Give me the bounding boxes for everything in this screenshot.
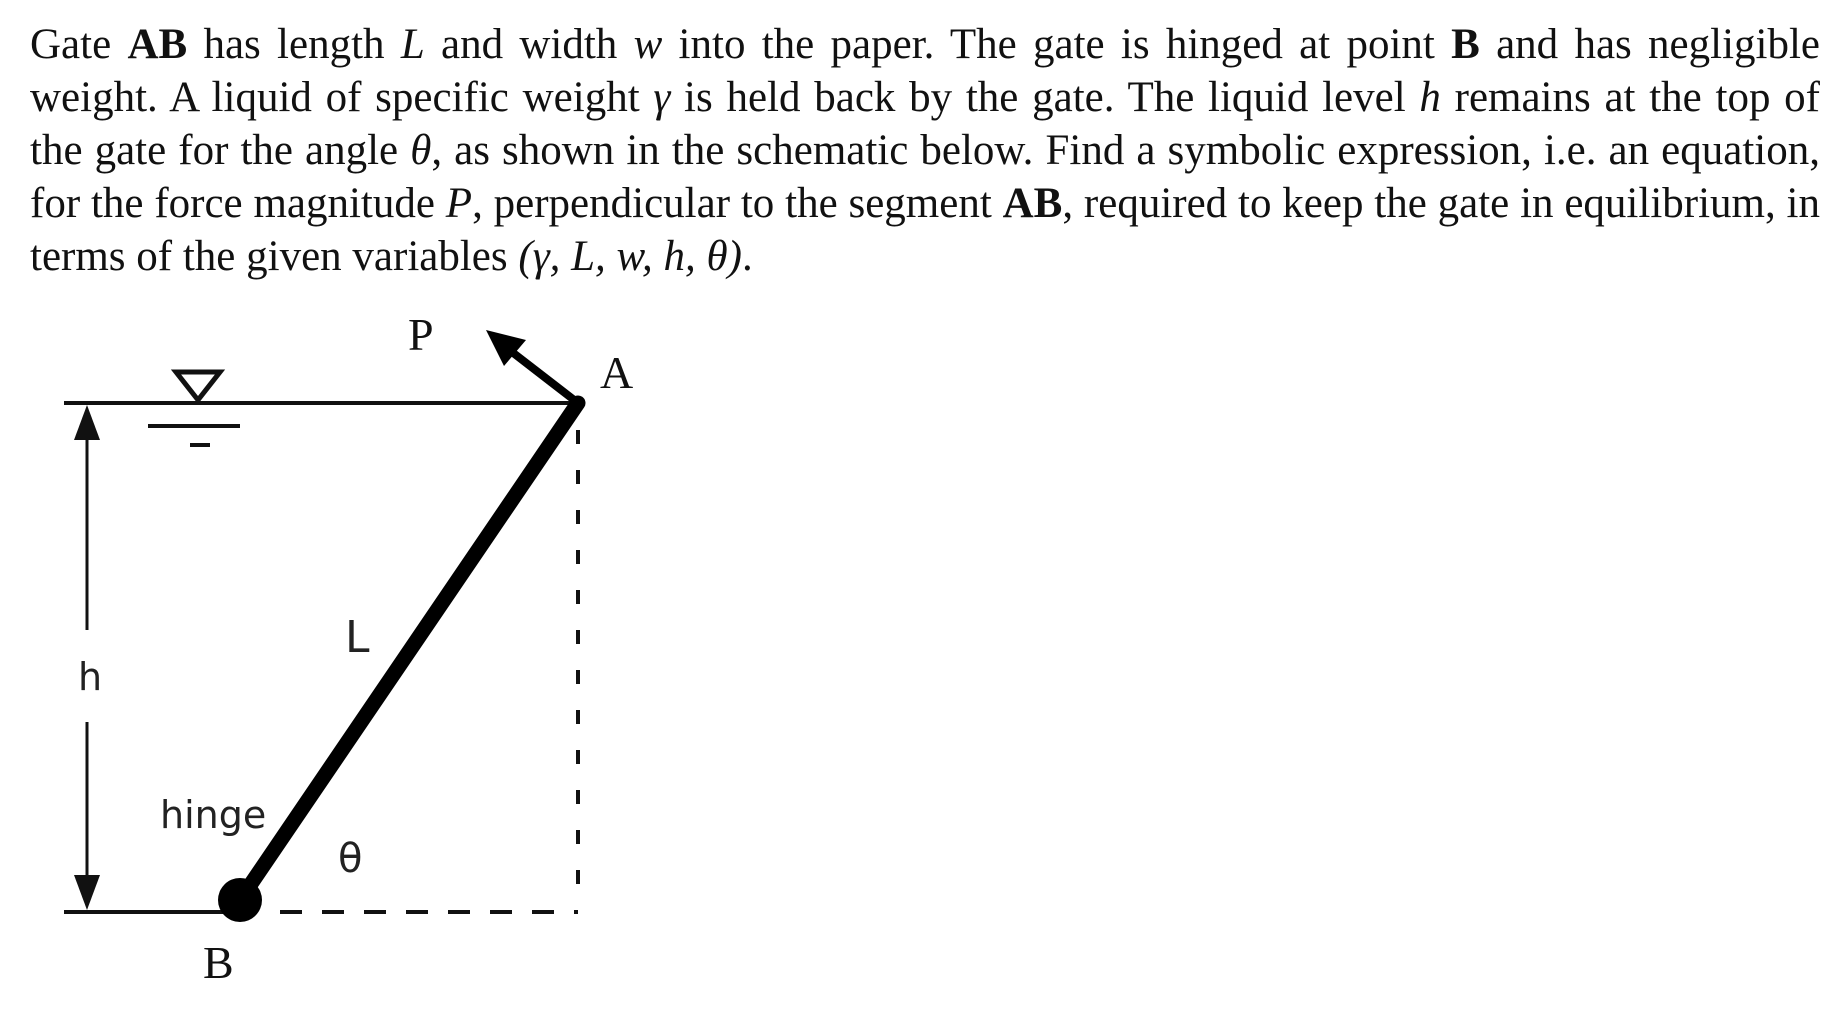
label-P: P <box>408 309 434 360</box>
text: and has negligible weight. A liquid of specific weight <box>30 21 1820 121</box>
label-hinge: hinge <box>160 793 267 837</box>
text: , required to keep the gate in equilibrium, in terms of the given variables <box>30 180 1820 280</box>
text: Gate <box>30 21 128 68</box>
variable-w: w <box>633 21 663 68</box>
free-surface-icon <box>148 372 240 445</box>
text: and width <box>424 21 634 68</box>
label-h: h <box>78 655 103 699</box>
label-B: B <box>203 937 234 988</box>
text: into the paper. The gate is hinged at point <box>662 21 1452 68</box>
hinge-point <box>218 878 262 922</box>
label-A: A <box>600 347 634 398</box>
force-P-arrow <box>486 330 578 403</box>
variable-theta: θ <box>410 127 432 174</box>
gate-name: AB <box>127 21 188 68</box>
text: . <box>741 233 753 280</box>
variable-gamma: γ <box>653 74 671 121</box>
text: is held back by the gate. The liquid level <box>670 74 1420 121</box>
variable-L: L <box>400 21 425 68</box>
label-theta: θ <box>338 836 363 882</box>
text: , perpendicular to the segment <box>472 180 1003 227</box>
text: has length <box>187 21 401 68</box>
variable-h: h <box>1419 74 1441 121</box>
gate-AB <box>240 403 578 900</box>
label-L: L <box>345 612 370 663</box>
variable-P: P <box>445 180 473 227</box>
point-B: B <box>1451 21 1480 68</box>
segment-AB: AB <box>1002 180 1063 227</box>
text: , as shown in the schematic below. Find a symbolic expression, i.e. an equation, for the force magnitude <box>30 127 1820 227</box>
variables-list: (γ, L, w, h, θ) <box>518 233 742 280</box>
text: remains at the top of the gate for the angle <box>30 74 1820 174</box>
